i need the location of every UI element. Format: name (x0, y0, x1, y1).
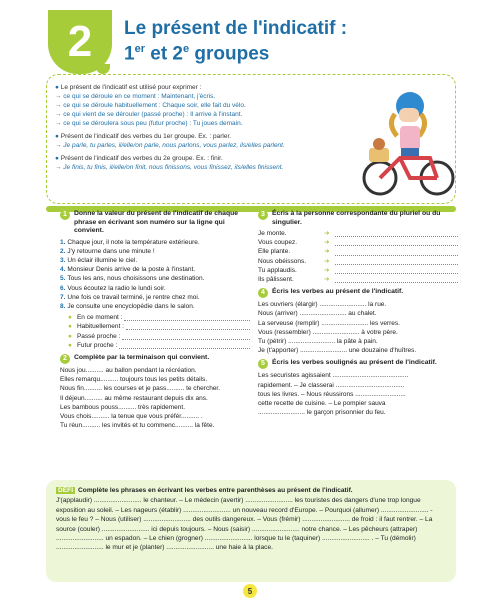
fill-line[interactable]: Vous chois.......... la tenue que vous préfér.......... . (60, 412, 203, 420)
dog-icon (373, 138, 385, 150)
fill-line[interactable]: Je (t'apporter) .......................... une douzaine d'huîtres. (258, 347, 417, 355)
rule-paragraph-3: ● Présent de l'indicatif des verbes du 2e groupe. Ex. : finir. → Je finis, tu finis, il/elle/on finit, nous finissons, vous finissez, ils/elles finissent. (55, 154, 355, 172)
lesson-title (124, 18, 347, 64)
exercise-instruction: Complète par la terminaison qui convient. (74, 353, 210, 361)
exercise-1-sentences (60, 238, 250, 312)
exercise-number-badge: 5 (258, 359, 268, 369)
rule-item: → ce qui vient de se dérouler (passé proche) : Il arrive à l'instant. (55, 111, 243, 118)
challenge-text[interactable]: J'(applaudir) .......................... le chanteur. – Le médecin (avertir) .......................... les touristes des dangers d'une trop longue exposition au soleil. – Les nageurs (établir) .......................... un nouveau record d'Europe. – Pourquoi (allumer) .......................... -vous le feu ? – Nous (utiliser) .......................... des outils dangereux. – Vous (frémir) .......................... de froid : il faut rentrer. – La source (couler) .......................... ici depuis toujours. – Nous (saisir) .......................... notre chance. – Les pêcheurs (attraper) .......................... un espadon. – Le chien (grogner) .......................... lorsque tu le (taquiner) .......................... . – Tu (démolir) .......................... le mur et je (planter) .......................... une haie à la place. (56, 497, 433, 552)
answer-line[interactable]: ● Futur proche : (68, 341, 250, 350)
exercise-4-lines (258, 300, 458, 355)
fill-line[interactable]: Les securistes agissaient .......................................... (258, 372, 409, 380)
exercise-1-answers (68, 313, 250, 350)
exercise-5-lines (258, 371, 458, 417)
fill-line[interactable]: Nous jou.......... au ballon pendant la récréation. (60, 366, 197, 374)
answer-line[interactable]: ● Passé proche : (68, 332, 250, 341)
sentence: 7. Une fois ce travail terminé, je rentre chez moi. (60, 293, 200, 301)
exercise-1-header (60, 210, 250, 236)
challenge-tag: DÉFI (58, 487, 74, 494)
girl-on-bike-illustration (355, 78, 455, 203)
lesson-number: 2 (67, 17, 93, 66)
challenge-box (46, 480, 456, 582)
sentence: 4. Monsieur Denis arrive de la poste à l'instant. (60, 266, 196, 274)
answer-line[interactable]: Elle plante. ➜ (258, 247, 458, 256)
exercise-2-lines (60, 366, 250, 430)
exercise-3-items (258, 229, 458, 284)
fill-line[interactable]: Les ouvriers (élargir) .......................... la rue. (258, 301, 387, 309)
fill-line[interactable]: tous les livres. – Nous réussirons ............................ (258, 390, 406, 398)
rule-item: → ce qui se déroule en ce moment : Maintenant, j'écris. (55, 93, 216, 100)
answer-line[interactable]: Je monte. ➜ (258, 229, 458, 238)
rule-item: → ce qui se déroulera sous peu (futur proche) : Tu joues demain. (55, 120, 243, 127)
exercise-instruction: Écris à la personne correspondante du pluriel ou du singulier. (272, 210, 441, 226)
right-column (258, 210, 458, 417)
exercise-3-header (258, 210, 458, 227)
answer-line[interactable]: ● En ce moment : (68, 313, 250, 322)
answer-line[interactable]: Vous coupez. ➜ (258, 238, 458, 247)
answer-line[interactable]: Ils pâlissent. ➜ (258, 275, 458, 284)
exercise-number-badge: 2 (60, 354, 70, 364)
sentence: 8. Je consulte une encyclopédie dans le salon. (60, 302, 195, 310)
left-column (60, 210, 250, 430)
sentence: 6. Vous écoutez la radio le lundi soir. (60, 284, 166, 292)
challenge-instruction: Complète les phrases en écrivant les verbes entre parenthèses au présent de l'indicatif. (78, 487, 353, 494)
exercise-5-header (258, 359, 458, 369)
fill-line[interactable]: Tu réun.......... les invités et tu commenc.......... la fête. (60, 422, 215, 430)
decor-leaf (96, 64, 110, 74)
page-number: 5 (243, 584, 257, 598)
fill-line[interactable]: cette recette de cuisine. – Le pompier sauva (258, 400, 386, 408)
fill-line[interactable]: Nous (arriver) .......................... au chalet. (258, 310, 377, 318)
exercise-instruction: Écris les verbes au présent de l'indicatif. (272, 288, 404, 296)
rule-example: → Je finis, tu finis, il/elle/on finit, nous finissons, vous finissez, ils/elles finissent. (55, 164, 284, 171)
challenge-header (56, 486, 446, 495)
answer-line[interactable]: Nous obéissons. ➜ (258, 257, 458, 266)
rule-item: → ce qui se déroule habituellement : Chaque soir, elle fait du vélo. (55, 102, 246, 109)
fill-line[interactable]: Il déjeun.......... au même restaurant depuis dix ans. (60, 394, 208, 402)
sentence: 2. J'y retourne dans une minute ! (60, 247, 155, 255)
fill-line[interactable]: Elles remarqu.......... toujours tous les petits détails. (60, 376, 208, 384)
title-line-2: 1er et 2e groupes (124, 43, 270, 65)
fill-line[interactable]: .......................... le garçon prisonnier du feu. (258, 409, 386, 417)
exercise-instruction: Donne la valeur du présent de l'indicatif de chaque phrase en écrivant son numéro sur la ligne qui convient. (74, 210, 239, 234)
rule-paragraph-2: ● Présent de l'indicatif des verbes du 1er groupe. Ex. : parler. → Je parle, tu parles, il/elle/on parle, nous parlons, vous parlez, ils/elles parlent. (55, 132, 355, 150)
sentence: 3. Un éclair illumine le ciel. (60, 256, 138, 264)
fill-line[interactable]: Tu (pétrir) .......................... la pâte à pain. (258, 338, 378, 346)
answer-line[interactable]: Tu applaudis. ➜ (258, 266, 458, 275)
sentence: 5. Tous les ans, nous choisissons une destination. (60, 275, 205, 283)
fill-line[interactable]: Vous (ressembler) .......................... à votre père. (258, 328, 398, 336)
fill-line[interactable]: La serveuse (remplir) .......................... les verres. (258, 319, 400, 327)
exercise-instruction: Écris les verbes soulignés au présent de l'indicatif. (272, 359, 437, 367)
sentence: 1. Chaque jour, il note la température extérieure. (60, 238, 200, 246)
exercise-number-badge: 4 (258, 288, 268, 298)
exercise-number-badge: 3 (258, 210, 268, 220)
exercise-number-badge: 1 (60, 210, 70, 220)
exercise-2-header (60, 354, 250, 364)
fill-line[interactable]: Les bambous pouss.......... très rapidement. (60, 403, 186, 411)
title-line-1: Le présent de l'indicatif : (124, 18, 348, 39)
exercise-4-header (258, 288, 458, 298)
fill-line[interactable]: rapidement. – Je classerai ...................................... (258, 381, 405, 389)
rule-example: → Je parle, tu parles, il/elle/on parle, nous parlons, vous parlez, ils/elles parlent. (55, 142, 285, 149)
fill-line[interactable]: Nous fin.......... les courses et je pass.......... te chercher. (60, 385, 221, 393)
rule-paragraph-1: ● Le présent de l'indicatif est utilisé pour exprimer : → ce qui se déroule en ce moment : Maintenant, j'écris. → ce qui se déroule habituellement : Chaque soir, elle fait du vélo. → ce qui vient de se dérouler (passé proche) : Il arrive à l'instant. → ce qui se déroulera sous peu (futur proche) : Tu joues demain. (55, 83, 355, 128)
answer-line[interactable]: ● Habituellement : (68, 322, 250, 331)
